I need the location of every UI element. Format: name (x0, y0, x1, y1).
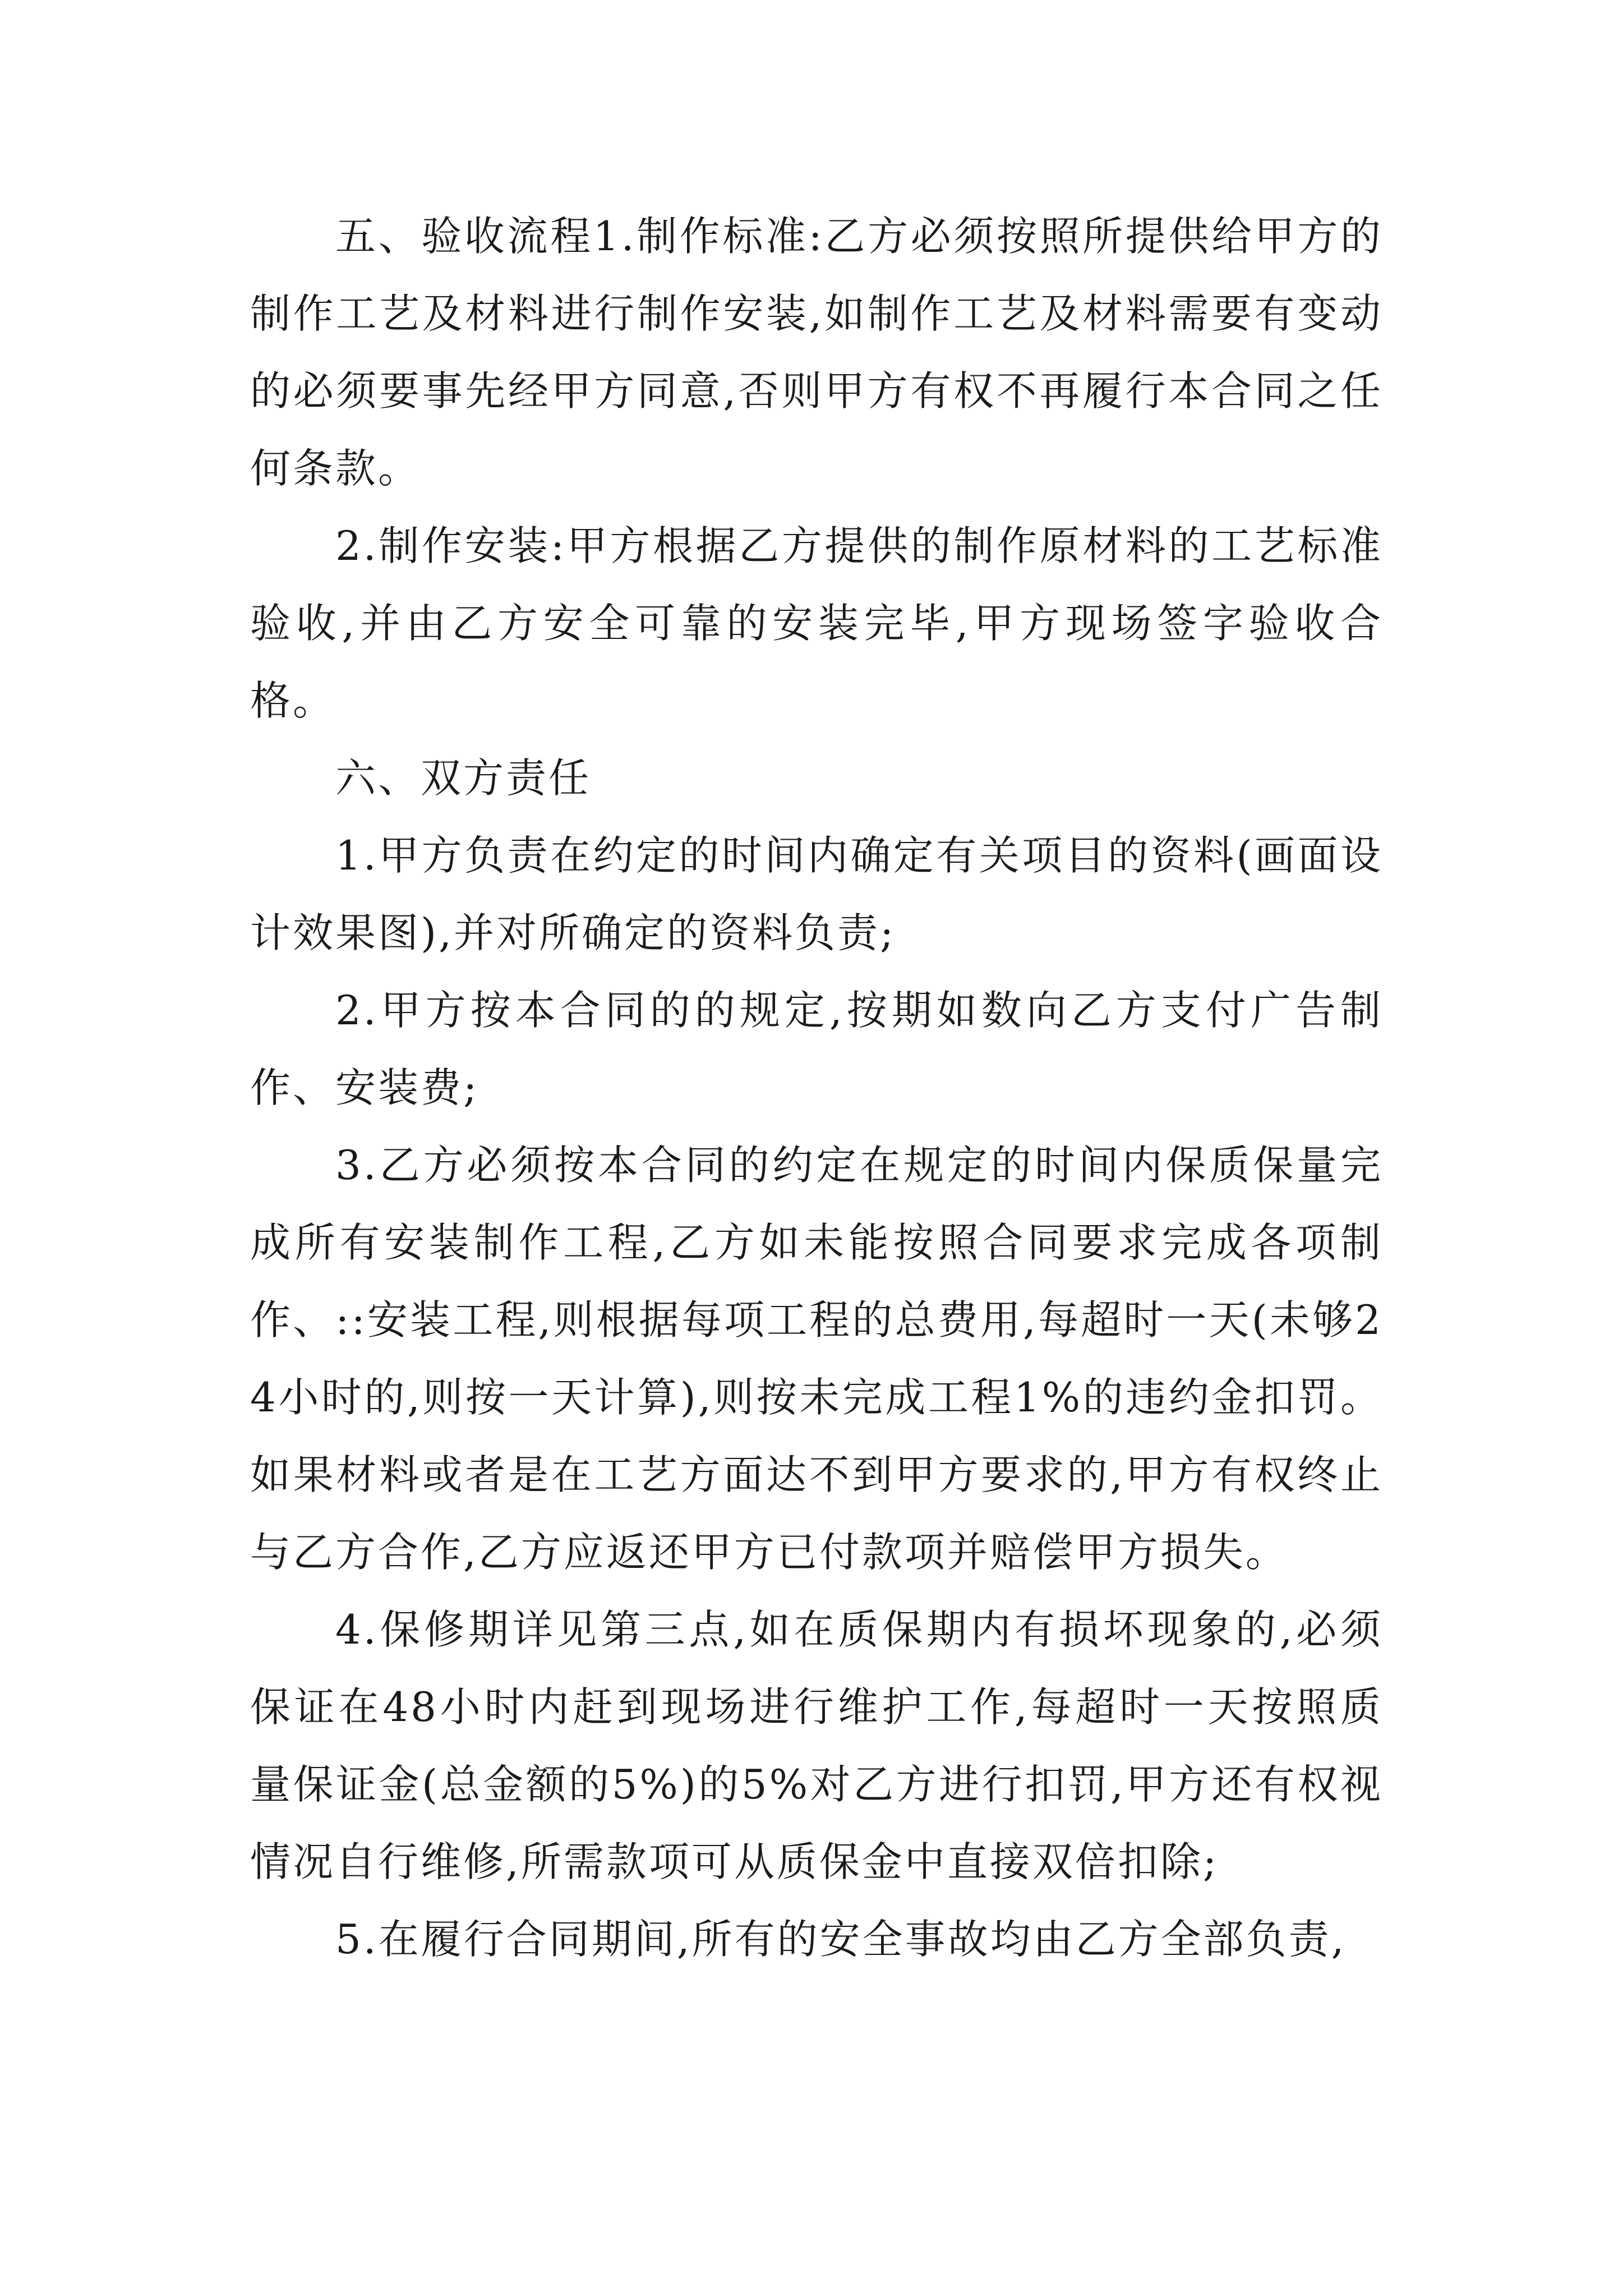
paragraph-clause-2: 2.甲方按本合同的的规定,按期如数向乙方支付广告制作、安装费; (250, 987, 1383, 1111)
section-heading-responsibilities: 六、双方责任 (335, 754, 592, 802)
paragraph-clause-1: 1.甲方负责在约定的时间内确定有关项目的资料(画面设计效果图),并对所确定的资料负责; (250, 832, 1383, 956)
paragraph-clause-4: 4.保修期详见第三点,如在质保期内有损坏现象的,必须保证在48小时内赶到现场进行维护工作,每超时一天按照质量保证金(总金额的5%)的5%对乙方进行扣罚,甲方还有权视情况自行维修,所需款项可从质保金中直接双倍扣除; (250, 1606, 1383, 1885)
paragraph-clause-3: 3.乙方必须按本合同的约定在规定的时间内保质保量完成所有安装制作工程,乙方如未能按照合同要求完成各项制作、::安装工程,则根据每项工程的总费用,每超时一天(未够24小时的,则按一天计算),则按未完成工程1%的违约金扣罚。如果材料或者是在工艺方面达不到甲方要求的,甲方有权终止与乙方合作,乙方应返还甲方已付款项并赔偿甲方损失。 (250, 1142, 1383, 1576)
paragraph-acceptance-process: 五、验收流程1.制作标准:乙方必须按照所提供给甲方的制作工艺及材料进行制作安装,如制作工艺及材料需要有变动的必须要事先经甲方同意,否则甲方有权不再履行本合同之任何条款。 (250, 213, 1383, 492)
paragraph-installation: 2.制作安装:甲方根据乙方提供的制作原材料的工艺标准验收,并由乙方安全可靠的安装完毕,甲方现场签字验收合格。 (250, 522, 1383, 724)
document-body (250, 197, 1383, 1978)
paragraph-clause-5: 5.在履行合同期间,所有的安全事故均由乙方全部负责, (335, 1916, 1347, 1963)
